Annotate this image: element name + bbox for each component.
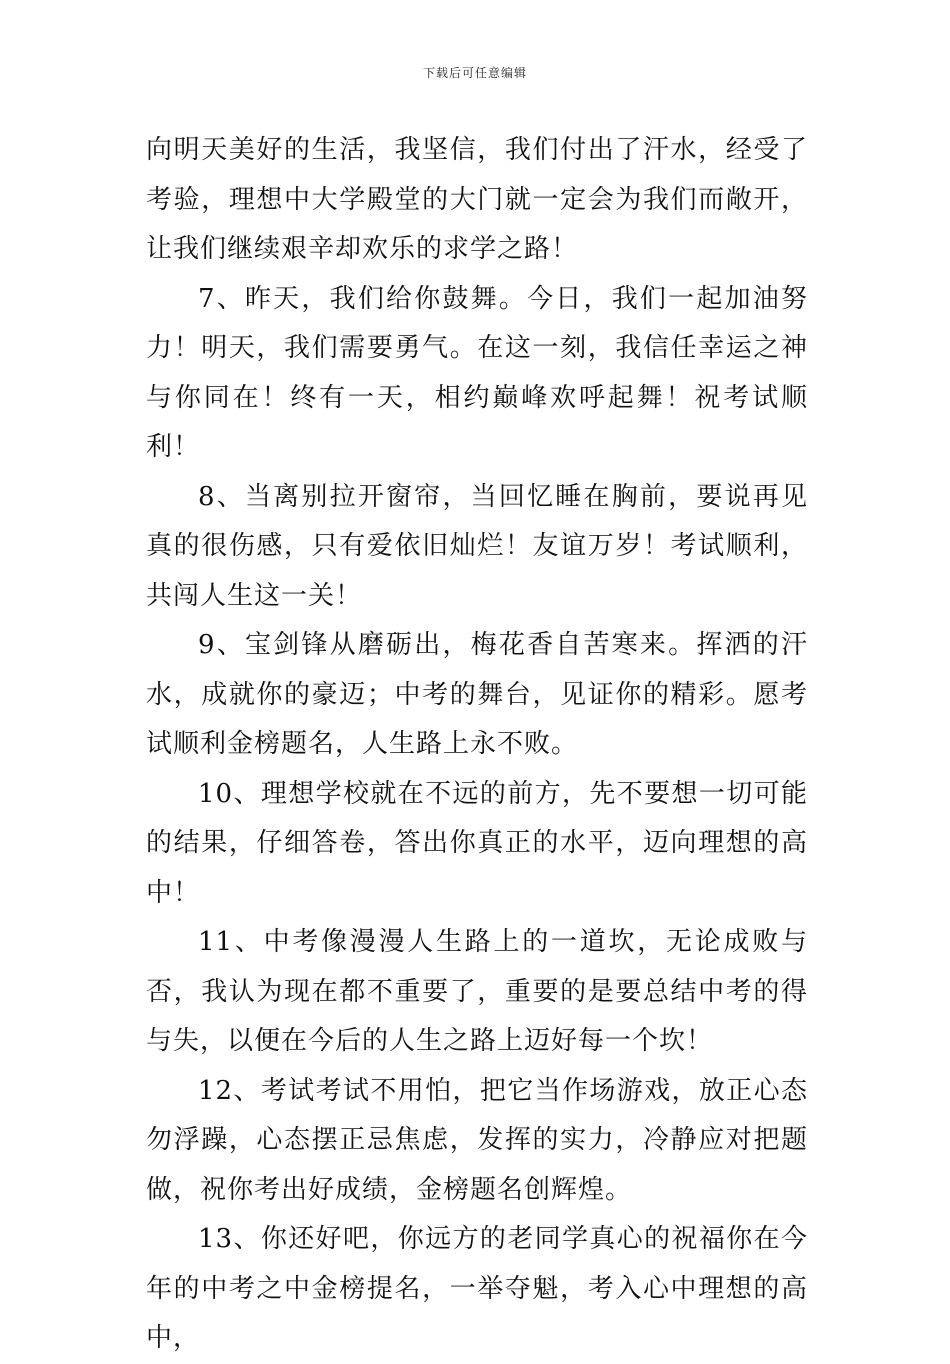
document-body — [146, 126, 808, 1364]
page-header: 下载后可任意编辑 — [422, 66, 527, 80]
paragraph-10: 10、理想学校就在不远的前方，先不要想一切可能的结果，仔细答卷，答出你真正的水平，迈向理想的高中！ — [146, 778, 808, 908]
paragraph-13: 13、你还好吧，你远方的老同学真心的祝福你在今年的中考之中金榜提名，一举夺魁，考入心中理想的高中， — [146, 1224, 808, 1353]
paragraph-7: 7、昨天，我们给你鼓舞。今日，我们一起加油努力！明天，我们需要勇气。在这一刻，我信任幸运之神与你同在！终有一天，相约巅峰欢呼起舞！祝考试顺利！ — [146, 283, 808, 462]
paragraph-11: 11、中考像漫漫人生路上的一道坎，无论成败与否，我认为现在都不重要了，重要的是要总结中考的得与失，以便在今后的人生之路上迈好每一个坎！ — [146, 927, 808, 1056]
paragraph-12: 12、考试考试不用怕，把它当作场游戏，放正心态勿浮躁，心态摆正忌焦虑，发挥的实力，冷静应对把题做，祝你考出好成绩，金榜题名创辉煌。 — [146, 1075, 808, 1205]
paragraph-continued: 向明天美好的生活，我坚信，我们付出了汗水，经受了考验，理想中大学殿堂的大门就一定会为我们而敞开，让我们继续艰辛却欢乐的求学之路！ — [146, 135, 808, 264]
paragraph-8: 8、当离别拉开窗帘，当回忆睡在胸前，要说再见真的很伤感，只有爱依旧灿烂！友谊万岁！考试顺利，共闯人生这一关！ — [146, 481, 808, 611]
paragraph-9: 9、宝剑锋从磨砺出，梅花香自苦寒来。挥洒的汗水，成就你的豪迈；中考的舞台，见证你的精彩。愿考试顺利金榜题名，人生路上永不败。 — [146, 630, 808, 759]
